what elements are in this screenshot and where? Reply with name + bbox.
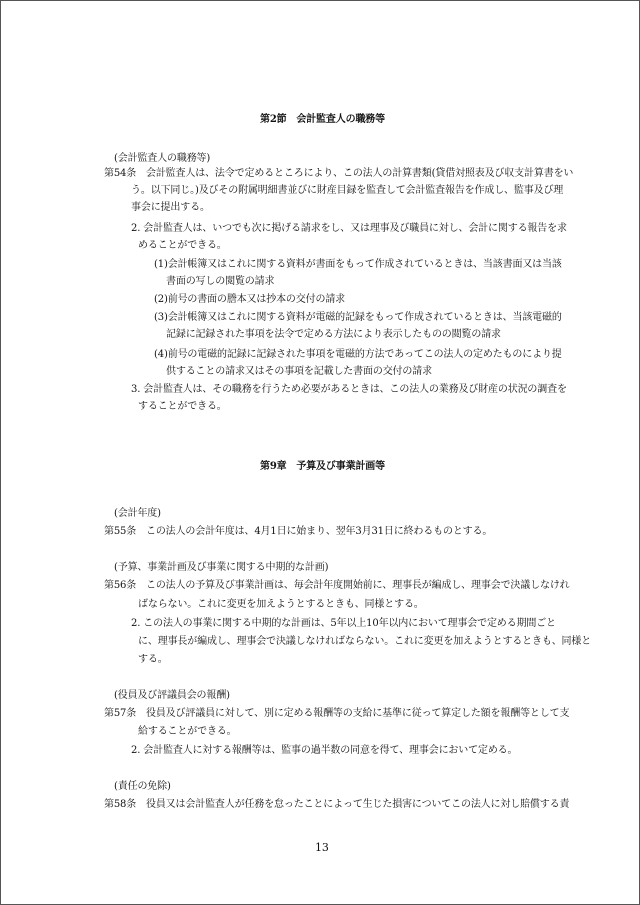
chapter-heading: 第9章 予算及び事業計画等	[260, 461, 386, 472]
article-text-line: に、理事長が編成し、理事会で決議しなければならない。これに変更を加えようとするときも、同様と	[138, 636, 592, 647]
article-text-line: 第58条 役員又は会計監査人が任務を怠ったことによって生じた損害についてこの法人に対し賠償する責	[104, 799, 570, 810]
list-item-line: (4)前号の電磁的記録に記録された事項を電磁的方法であってこの法人の定めたものにより提	[154, 349, 562, 360]
article-text-line: う。以下同じ。)及びその附属明細書並びに財産目録を監査して会計監査報告を作成し、監事及び理	[131, 185, 564, 196]
list-item-line: 記録に記録された事項を法令で定める方法により表示したものの閲覧の請求	[166, 329, 501, 340]
article-caption: (予算、事業計画及び事業に関する中期的な計画)	[114, 562, 329, 573]
article-caption: (責任の免除)	[114, 781, 171, 792]
article-text-line: 第57条 役員及び評議員に対して、別に定める報酬等の支給に基準に従って算定した額を報酬等として支	[104, 708, 570, 719]
article-text-line: 事会に提出する。	[131, 202, 210, 213]
page-number: 13	[315, 841, 329, 854]
list-item-line: (3)会計帳簿又はこれに関する資料が電磁的記録をもって作成されているときは、当該電磁的	[154, 312, 562, 323]
article-text-line: する。	[138, 654, 168, 665]
article-caption: (会計監査人の職務等)	[114, 153, 211, 164]
article-text-line: ばならない。これに変更を加えようとするときも、同様とする。	[138, 599, 424, 610]
article-text-line: 第54条 会計監査人は、法令で定めるところにより、この法人の計算書類(貸借対照表及び収支計算書をい	[104, 168, 574, 179]
article-text-line: 2. 会計監査人に対する報酬等は、監事の過半数の同意を得て、理事会において定める。	[131, 745, 518, 756]
article-text-line: 2. 会計監査人は、いつでも次に掲げる請求をし、又は理事及び職員に対し、会計に関する報告を求	[131, 223, 567, 234]
article-text-line: めることができる。	[138, 240, 227, 251]
article-text-line: することができる。	[138, 401, 227, 412]
list-item-line: 書面の写しの閲覧の請求	[166, 276, 275, 287]
list-item-line: (2)前号の書面の謄本又は抄本の交付の請求	[154, 294, 346, 305]
article-text-line: 給することができる。	[138, 726, 237, 737]
article-text-line: 3. 会計監査人は、その職務を行うため必要があるときは、この法人の業務及び財産の状況の調査を	[131, 384, 567, 395]
article-text-line: 第55条 この法人の会計年度は、4月1日に始まり、翌年3月31日に終わるものとする。	[104, 526, 493, 537]
article-caption: (役員及び評議員会の報酬)	[114, 690, 230, 701]
article-text-line: 第56条 この法人の予算及び事業計画は、毎会計年度開始前に、理事長が編成し、理事会で決議しなけれ	[104, 580, 570, 591]
article-caption: (会計年度)	[114, 508, 161, 519]
section-heading: 第2節 会計監査人の職務等	[260, 114, 386, 125]
list-item-line: (1)会計帳簿又はこれに関する資料が書面をもって作成されているときは、当該書面又は当該	[154, 259, 562, 270]
list-item-line: 供することの請求又はその事項を記載した書面の交付の請求	[166, 366, 432, 377]
article-text-line: 2. この法人の事業に関する中期的な計画は、5年以上10年以内において理事会で定める期間ごと	[131, 618, 556, 629]
